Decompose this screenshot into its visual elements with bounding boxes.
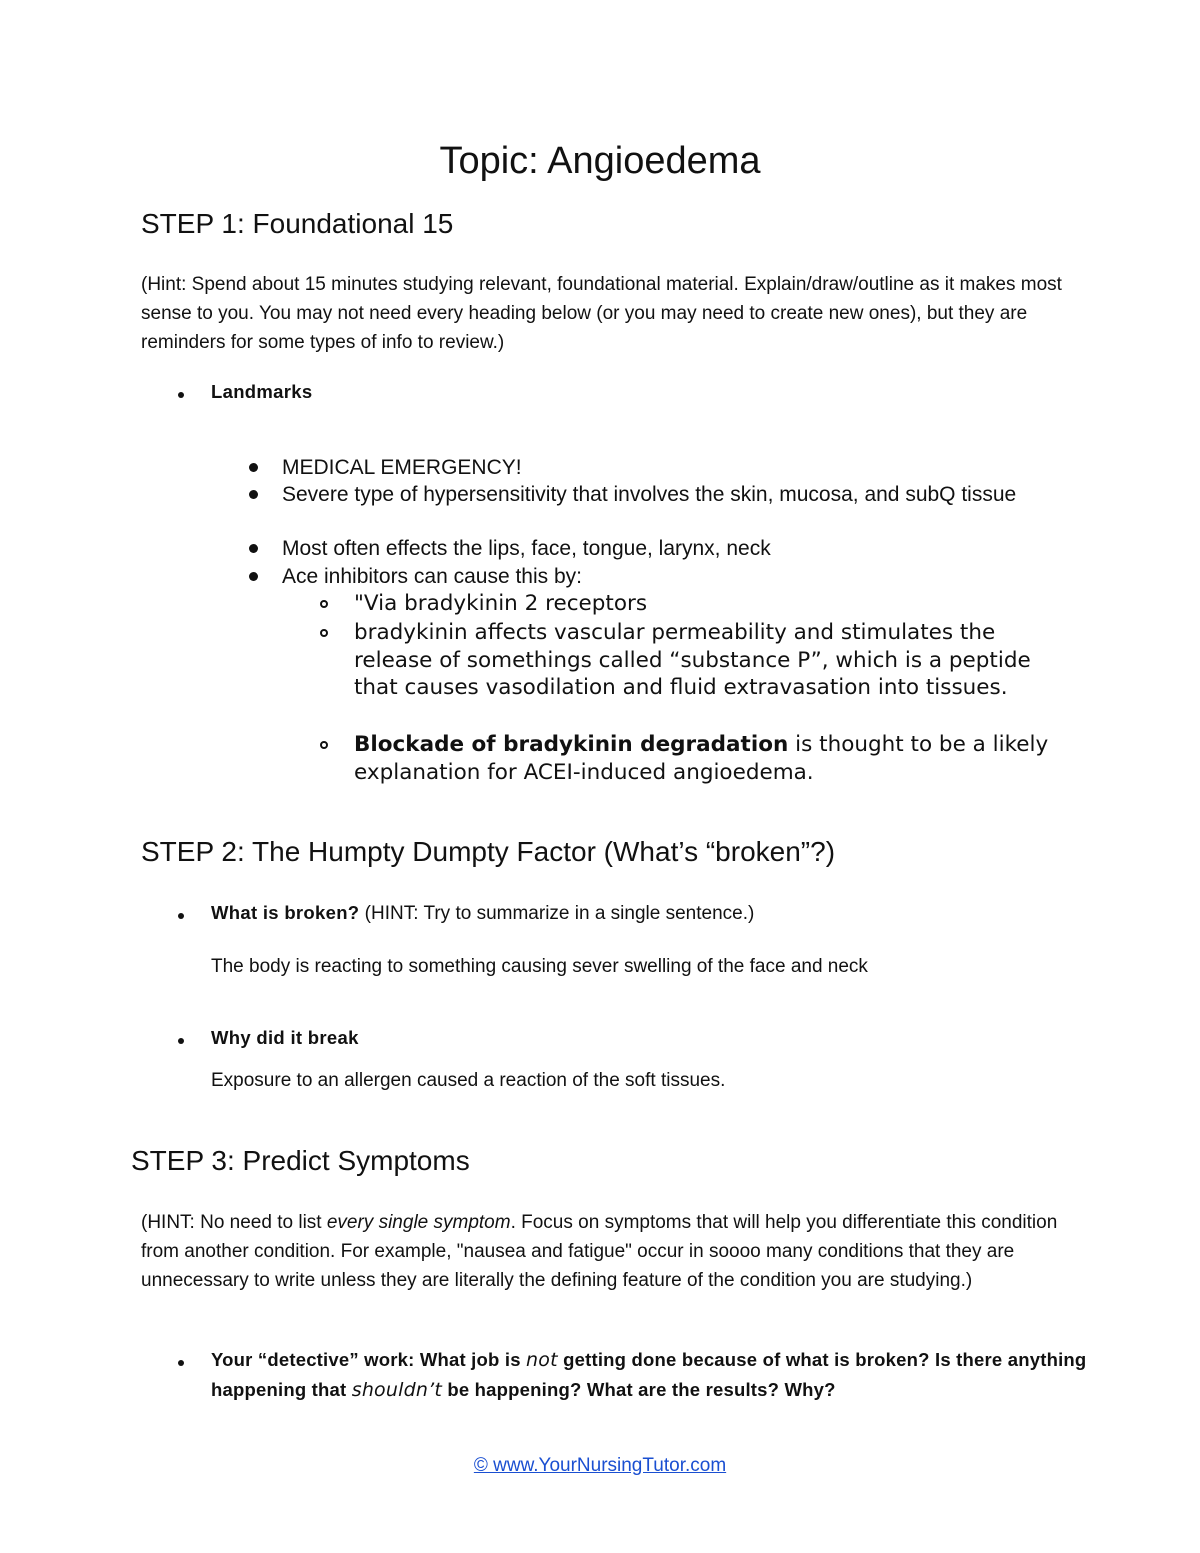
bullet-dot (178, 1038, 184, 1044)
emphasis-text: Blockade of bradykinin degradation (354, 732, 789, 757)
question-why-break: Why did it break (211, 1027, 359, 1048)
footer-link[interactable]: © www.YourNursingTutor.com (473, 1455, 727, 1476)
bullet-dot (178, 913, 184, 919)
step3-heading: STEP 3: Predict Symptoms (131, 1145, 470, 1176)
bullet-dot (178, 392, 184, 398)
answer-why-break: Exposure to an allergen caused a reaction of the soft tissues. (211, 1070, 726, 1091)
list-item: Most often effects the lips, face, tongue, larynx, neck (282, 537, 771, 560)
question-hint: (HINT: Try to summarize in a single sentence.) (359, 903, 755, 924)
step1-heading: STEP 1: Foundational 15 (141, 208, 454, 239)
detective-text: Your “detective” work: What job is (211, 1349, 527, 1370)
question-what-broken (211, 902, 754, 925)
landmarks-label: Landmarks (211, 381, 313, 402)
question-label: What is broken? (211, 902, 360, 923)
sub-bullet-ring (320, 629, 328, 637)
list-item: Severe type of hypersensitivity that involves the skin, mucosa, and subQ tissue (282, 483, 1017, 506)
list-item: Ace inhibitors can cause this by: (282, 565, 582, 588)
sub-bullet-ring (320, 600, 328, 608)
detective-question (211, 1345, 1091, 1405)
bullet-dot (249, 572, 258, 581)
sub-list-item: "Via bradykinin 2 receptors (354, 591, 648, 616)
sub-list-item (354, 731, 1064, 786)
step3-hint (141, 1208, 1071, 1295)
detective-text: getting done because of what is broken? Is there anything happening that (211, 1349, 1087, 1400)
list-item: MEDICAL EMERGENCY! (282, 456, 522, 479)
answer-what-broken: The body is reacting to something causing sever swelling of the face and neck (211, 956, 868, 977)
sub-list-item: bradykinin affects vascular permeability and stimulates the release of somethings called “substance P”, which is a peptide that causes vasodilation and fluid extravasation into tissues. (354, 620, 1031, 700)
step1-hint: (Hint: Spend about 15 minutes studying relevant, foundational material. Explain/draw/outline as it makes most sense to you. You may not need every heading below (or you may need to create new ones), but they are reminders for some types of info to review.) (141, 274, 1062, 353)
bullet-dot (249, 463, 258, 472)
detective-text: be happening? What are the results? Why? (442, 1379, 836, 1400)
hint-text: (HINT: No need to list (141, 1212, 327, 1233)
hint-italic-text: every single symptom (326, 1212, 511, 1233)
detective-italic-text: shouldn’t (351, 1379, 442, 1401)
bullet-dot (249, 544, 258, 553)
hint-text: . Focus on symptoms that will help you differentiate this condition from another condition. For example, "nausea and fatigue" occur in soooo many conditions that they are unnecessary to write unless they are literally the defining feature of the condition you are studying.) (141, 1212, 1058, 1291)
bullet-dot (249, 490, 258, 499)
detective-italic-text: not (526, 1349, 558, 1371)
page-title: Topic: Angioedema (439, 140, 761, 182)
step2-heading: STEP 2: The Humpty Dumpty Factor (What’s “broken”?) (141, 836, 836, 867)
bullet-dot (178, 1360, 184, 1366)
sub-list-item-rest: is thought to be a likely explanation for ACEI-induced angioedema. (354, 732, 1049, 785)
sub-bullet-ring (320, 741, 328, 749)
